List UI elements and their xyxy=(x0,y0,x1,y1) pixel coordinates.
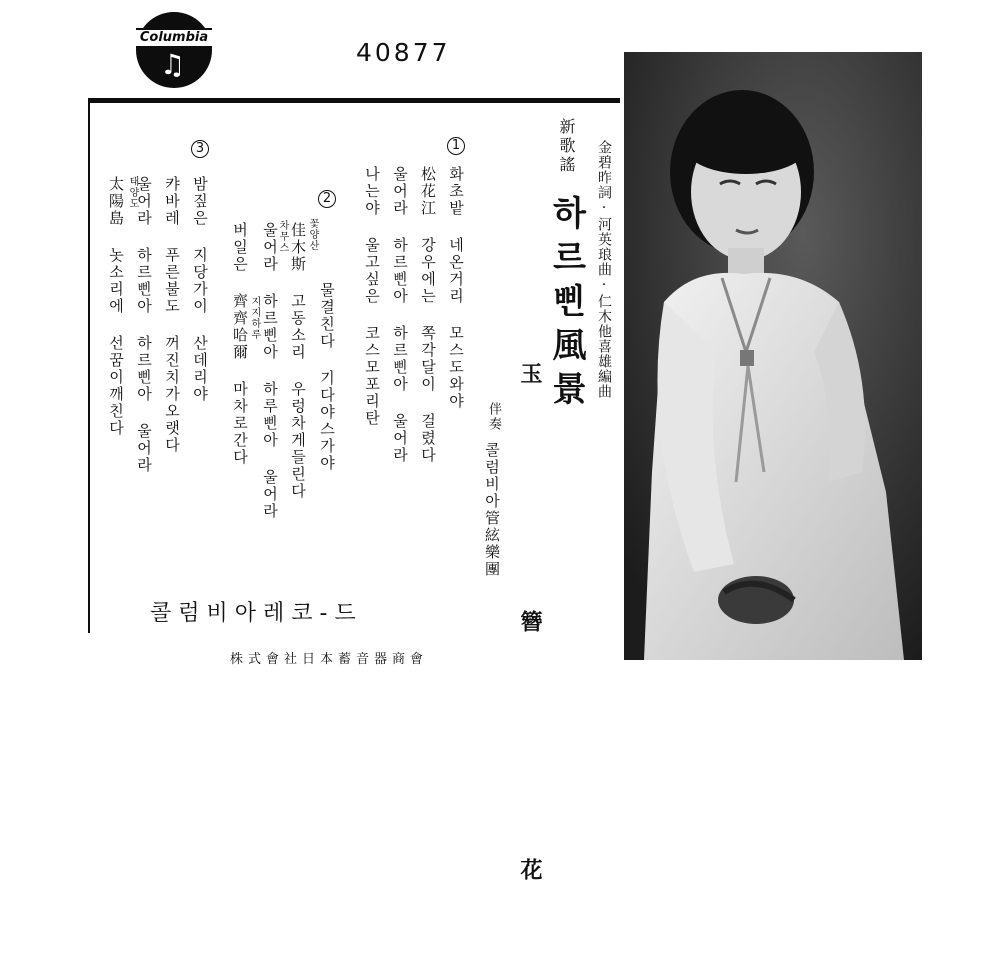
lyric-line: 물결친다 기다야스가야 xyxy=(318,282,336,472)
lyric-ruby: 꽃양산 xyxy=(307,218,318,251)
lyric-ruby: 차무스 xyxy=(277,220,288,253)
singer-photo xyxy=(624,52,922,660)
lyric-line: 울어라 하르삔아 하르삔아 울어라 xyxy=(391,166,409,464)
logo-brand-text: Columbia xyxy=(139,30,209,45)
verse-number: 3 xyxy=(191,140,209,158)
lyric-line: 울어라 하르삔아 하르삔아 울어라 xyxy=(135,176,153,474)
verse-number: 1 xyxy=(447,137,465,155)
credits-line: 金碧昨詞·河英琅曲·仁木他喜雄編曲 xyxy=(596,140,612,399)
catalog-number: 40877 xyxy=(356,38,451,67)
lyric-line: 太陽島 놋소리에 선꿈이깨친다 xyxy=(107,176,125,437)
lyric-line: 松花江 강우에는 쪽각달이 걸렸다 xyxy=(419,166,437,464)
singer-name: 玉 簪 花 xyxy=(517,362,543,980)
company-name: 株式會社日本蓄音器商會 xyxy=(230,652,429,667)
lyric-ruby: 태양도 xyxy=(127,176,138,209)
lyric-line: 나는야 울고싶은 코스모포리탄 xyxy=(363,166,381,427)
lyric-line: 울어라 하르삔아 하루삔아 울어라 xyxy=(261,222,279,520)
brand-footer: 콜럼비아레코-드 xyxy=(150,601,363,626)
verse-number: 2 xyxy=(318,190,336,208)
genre-label: 新歌謠 xyxy=(557,118,576,175)
music-note-icon: ♫ xyxy=(160,48,186,81)
photo-illustration xyxy=(624,52,922,660)
song-title: 하르삔風景 xyxy=(546,195,586,415)
lyric-ruby: 지지하루 xyxy=(249,296,260,340)
lyric-line: 佳木斯 고동소리 우렁차게들린다 xyxy=(289,222,307,500)
lyric-line: 캬바레 푸른불도 꺼진치가오랫다 xyxy=(163,176,181,454)
performer-label: 伴奏 xyxy=(486,402,501,432)
lyric-line: 버일은 齊齊哈爾 마차로간다 xyxy=(231,222,249,466)
lyric-line: 화초밭 네온거리 모스도와야 xyxy=(447,166,465,410)
lyric-line: 밤짚은 지당가이 산데리야 xyxy=(191,176,209,403)
performer-name: 콜럼비아管絃樂團 xyxy=(483,442,501,578)
panel-top-rule xyxy=(88,98,620,103)
panel-left-rule xyxy=(88,98,90,633)
